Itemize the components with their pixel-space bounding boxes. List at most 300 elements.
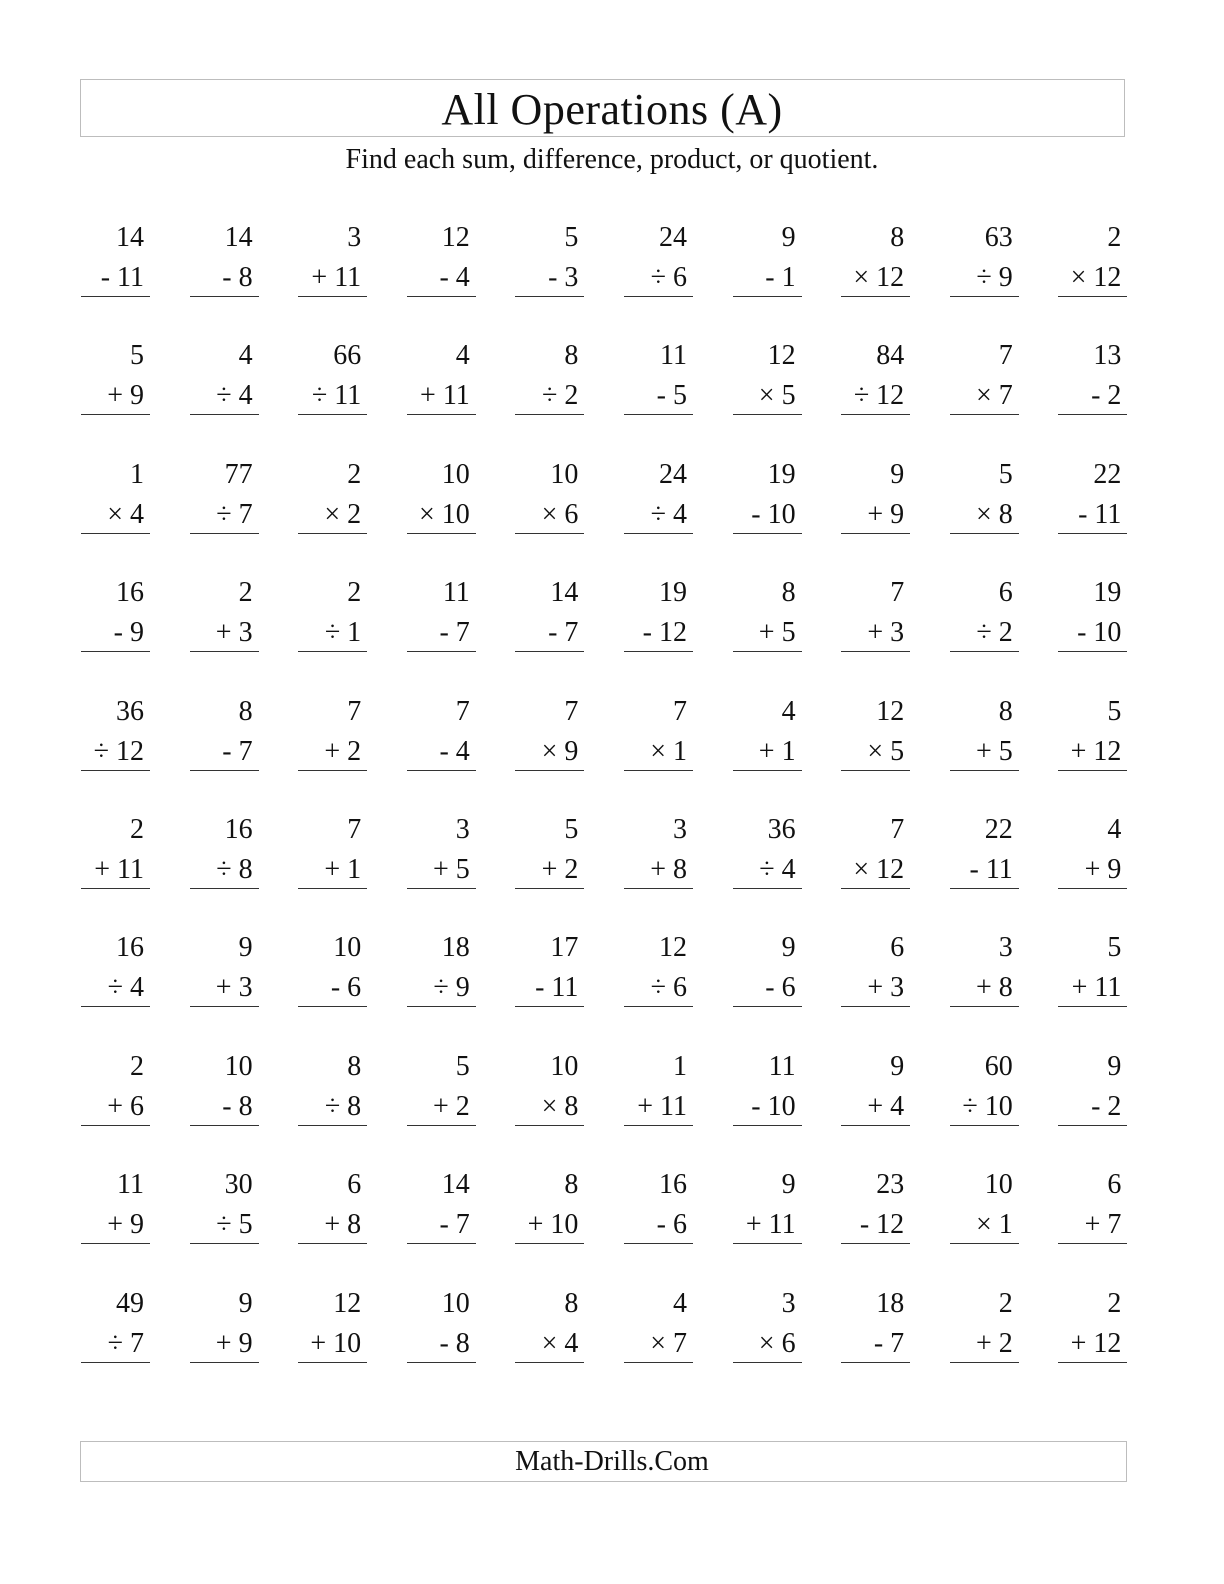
problem-top-operand: 3 xyxy=(347,222,362,253)
problem-bottom-operand: - 6 xyxy=(330,972,362,1004)
problem-row xyxy=(81,336,1127,436)
problem-bottom-operand: + 11 xyxy=(311,262,362,293)
problem-bottom-operand: × 6 xyxy=(541,498,579,530)
answer-line xyxy=(733,888,802,889)
problem xyxy=(190,573,259,653)
problem-top-operand: 19 xyxy=(767,458,796,490)
answer-line xyxy=(950,651,1019,652)
problem-top-operand: 22 xyxy=(1093,458,1122,490)
problem-top-operand: 18 xyxy=(876,1287,905,1319)
problem-top-operand: 8 xyxy=(890,222,905,253)
problem-bottom-operand: + 5 xyxy=(758,617,796,649)
problem-top-operand: 60 xyxy=(984,1050,1013,1082)
problem-bottom-operand: ÷ 10 xyxy=(962,1090,1013,1122)
problem-bottom-operand: - 4 xyxy=(439,262,470,293)
problem xyxy=(407,573,476,653)
answer-line xyxy=(950,533,1019,534)
problem-row xyxy=(81,1284,1127,1384)
problem xyxy=(298,336,367,416)
answer-line xyxy=(407,888,476,889)
answer-line xyxy=(190,1125,259,1126)
problem-top-operand: 10 xyxy=(550,458,579,490)
problem xyxy=(1058,218,1127,298)
problem-top-operand: 5 xyxy=(564,814,579,845)
problem xyxy=(1058,455,1127,535)
problem-top-operand: 24 xyxy=(659,458,687,490)
problem-top-operand: 5 xyxy=(130,340,144,372)
problem xyxy=(81,810,150,890)
problem-top-operand: 5 xyxy=(998,458,1013,490)
problem-top-operand: 12 xyxy=(767,340,796,372)
answer-line xyxy=(81,296,150,297)
problem-bottom-operand: - 7 xyxy=(439,617,470,649)
answer-line xyxy=(81,533,150,534)
problem-bottom-operand: + 2 xyxy=(541,854,579,885)
problem-top-operand: 7 xyxy=(347,814,362,845)
problem-top-operand: 7 xyxy=(673,695,687,727)
problem-bottom-operand: - 2 xyxy=(1091,1090,1122,1122)
answer-line xyxy=(298,1006,367,1007)
problem xyxy=(950,692,1019,772)
problem-bottom-operand: × 8 xyxy=(976,498,1013,530)
problem-top-operand: 4 xyxy=(781,695,796,727)
problem xyxy=(733,336,802,416)
answer-line xyxy=(298,888,367,889)
problem xyxy=(841,336,910,416)
problem-top-operand: 10 xyxy=(333,932,362,964)
problem-top-operand: 6 xyxy=(1107,1169,1122,1201)
problem-bottom-operand: + 10 xyxy=(527,1209,579,1241)
problem-bottom-operand: × 10 xyxy=(419,498,470,530)
problem-top-operand: 2 xyxy=(347,577,362,609)
problem-row xyxy=(81,928,1127,1028)
problem-bottom-operand: - 11 xyxy=(969,854,1013,885)
answer-line xyxy=(624,1362,693,1363)
problem xyxy=(515,810,584,890)
answer-line xyxy=(407,1006,476,1007)
problem-bottom-operand: + 3 xyxy=(867,617,905,649)
answer-line xyxy=(733,770,802,771)
problem-top-operand: 7 xyxy=(564,695,579,727)
problem-bottom-operand: + 8 xyxy=(650,854,687,885)
problem-bottom-operand: × 4 xyxy=(107,498,144,530)
problem-bottom-operand: - 11 xyxy=(1078,498,1122,530)
answer-line xyxy=(841,414,910,415)
problem xyxy=(950,336,1019,416)
problem xyxy=(298,218,367,298)
problem-bottom-operand: × 1 xyxy=(976,1209,1013,1241)
problem-top-operand: 12 xyxy=(659,932,687,964)
problem xyxy=(81,1165,150,1245)
problem-top-operand: 2 xyxy=(347,458,362,490)
problem-top-operand: 10 xyxy=(550,1050,579,1082)
answer-line xyxy=(515,888,584,889)
problem-bottom-operand: - 1 xyxy=(765,262,796,293)
problem xyxy=(624,692,693,772)
answer-line xyxy=(624,1006,693,1007)
problem-top-operand: 2 xyxy=(238,577,253,609)
problem-bottom-operand: × 4 xyxy=(541,1327,579,1359)
problem xyxy=(841,692,910,772)
answer-line xyxy=(950,1243,1019,1244)
problem-bottom-operand: - 9 xyxy=(113,617,144,649)
problem-bottom-operand: + 3 xyxy=(215,617,253,649)
problem xyxy=(81,218,150,298)
problem xyxy=(733,692,802,772)
problem-top-operand: 2 xyxy=(1107,1287,1122,1319)
problem-bottom-operand: × 12 xyxy=(853,262,905,293)
problem xyxy=(407,1284,476,1364)
problem-bottom-operand: - 11 xyxy=(535,972,579,1004)
answer-line xyxy=(515,296,584,297)
problem xyxy=(1058,692,1127,772)
problem-top-operand: 9 xyxy=(781,1169,796,1201)
problem xyxy=(733,1047,802,1127)
problem-bottom-operand: + 10 xyxy=(310,1327,362,1359)
problem xyxy=(515,1047,584,1127)
problem-top-operand: 8 xyxy=(998,695,1013,727)
answer-line xyxy=(841,1125,910,1126)
problem-row xyxy=(81,1165,1127,1265)
problem-top-operand: 8 xyxy=(781,577,796,609)
problem xyxy=(841,573,910,653)
problem xyxy=(298,1047,367,1127)
problem xyxy=(1058,810,1127,890)
problem-top-operand: 12 xyxy=(333,1287,362,1319)
problem xyxy=(950,1165,1019,1245)
answer-line xyxy=(733,533,802,534)
answer-line xyxy=(950,1006,1019,1007)
problem-top-operand: 7 xyxy=(890,577,905,609)
answer-line xyxy=(733,651,802,652)
problem xyxy=(950,1047,1019,1127)
answer-line xyxy=(190,414,259,415)
answer-line xyxy=(190,1006,259,1007)
problem-top-operand: 9 xyxy=(890,1050,905,1082)
problem-bottom-operand: × 5 xyxy=(867,735,905,767)
problem-top-operand: 10 xyxy=(984,1169,1013,1201)
problem xyxy=(190,336,259,416)
problem-bottom-operand: + 6 xyxy=(107,1090,144,1122)
answer-line xyxy=(624,770,693,771)
problem-top-operand: 10 xyxy=(441,1287,470,1319)
answer-line xyxy=(298,414,367,415)
answer-line xyxy=(624,533,693,534)
answer-line xyxy=(950,1125,1019,1126)
problem-top-operand: 5 xyxy=(564,222,579,253)
problem xyxy=(624,1047,693,1127)
problem-bottom-operand: + 2 xyxy=(433,1090,470,1122)
problem xyxy=(624,928,693,1008)
problem xyxy=(190,455,259,535)
problem-bottom-operand: + 11 xyxy=(420,380,470,412)
problem-top-operand: 30 xyxy=(224,1169,253,1201)
problem-top-operand: 9 xyxy=(781,222,796,253)
answer-line xyxy=(950,414,1019,415)
problem xyxy=(624,573,693,653)
problem xyxy=(81,1284,150,1364)
problem-top-operand: 4 xyxy=(455,340,470,372)
problem-top-operand: 9 xyxy=(1107,1050,1122,1082)
answer-line xyxy=(733,1006,802,1007)
problem-top-operand: 7 xyxy=(347,695,362,727)
problem-bottom-operand: ÷ 5 xyxy=(216,1209,253,1241)
problem-bottom-operand: + 8 xyxy=(324,1209,362,1241)
problem-top-operand: 36 xyxy=(767,814,796,845)
answer-line xyxy=(733,414,802,415)
answer-line xyxy=(733,1362,802,1363)
problem-top-operand: 11 xyxy=(660,340,687,372)
problem-top-operand: 4 xyxy=(238,340,253,372)
problem xyxy=(190,1284,259,1364)
problem xyxy=(298,573,367,653)
problem xyxy=(841,1165,910,1245)
problem-top-operand: 16 xyxy=(116,577,144,609)
problem-bottom-operand: × 12 xyxy=(853,854,905,885)
problem xyxy=(733,810,802,890)
problem-bottom-operand: ÷ 4 xyxy=(107,972,144,1004)
problem-top-operand: 11 xyxy=(768,1050,796,1082)
problem-top-operand: 49 xyxy=(116,1287,144,1319)
problem xyxy=(733,573,802,653)
answer-line xyxy=(624,651,693,652)
problem-top-operand: 14 xyxy=(441,1169,470,1201)
answer-line xyxy=(1058,1362,1127,1363)
problem xyxy=(81,928,150,1008)
answer-line xyxy=(841,296,910,297)
problem-bottom-operand: - 3 xyxy=(548,262,579,293)
answer-line xyxy=(1058,533,1127,534)
problem-top-operand: 11 xyxy=(117,1169,144,1201)
problem-bottom-operand: - 5 xyxy=(656,380,687,412)
answer-line xyxy=(81,651,150,652)
problem-bottom-operand: - 8 xyxy=(439,1327,470,1359)
problem-top-operand: 7 xyxy=(998,340,1013,372)
problem xyxy=(81,573,150,653)
problem xyxy=(298,692,367,772)
problem-top-operand: 19 xyxy=(659,577,687,609)
answer-line xyxy=(950,888,1019,889)
problem-bottom-operand: - 7 xyxy=(439,1209,470,1241)
problem-bottom-operand: + 9 xyxy=(867,498,905,530)
answer-line xyxy=(190,770,259,771)
problem xyxy=(841,928,910,1008)
problem xyxy=(1058,928,1127,1008)
problem-bottom-operand: - 6 xyxy=(656,1209,687,1241)
problem-bottom-operand: + 8 xyxy=(976,972,1013,1004)
problem-bottom-operand: + 9 xyxy=(107,1209,144,1241)
problem-top-operand: 36 xyxy=(116,695,144,727)
problem xyxy=(950,218,1019,298)
problem-top-operand: 13 xyxy=(1093,340,1122,372)
problem-bottom-operand: - 10 xyxy=(751,1090,796,1122)
problem-bottom-operand: + 11 xyxy=(745,1209,796,1241)
answer-line xyxy=(624,414,693,415)
problem-row xyxy=(81,218,1127,318)
answer-line xyxy=(841,1243,910,1244)
problem-top-operand: 7 xyxy=(890,814,905,845)
problem-top-operand: 16 xyxy=(116,932,144,964)
answer-line xyxy=(407,1362,476,1363)
problem-top-operand: 23 xyxy=(876,1169,905,1201)
problem-bottom-operand: ÷ 4 xyxy=(216,380,253,412)
problem-bottom-operand: + 3 xyxy=(867,972,905,1004)
problem-top-operand: 84 xyxy=(876,340,905,372)
answer-line xyxy=(1058,414,1127,415)
problem-bottom-operand: × 7 xyxy=(976,380,1013,412)
problem-top-operand: 9 xyxy=(238,932,253,964)
problem-bottom-operand: ÷ 12 xyxy=(93,735,144,767)
problem xyxy=(407,455,476,535)
problem xyxy=(407,810,476,890)
problem xyxy=(733,928,802,1008)
problem-top-operand: 10 xyxy=(441,458,470,490)
problem-row xyxy=(81,455,1127,555)
answer-line xyxy=(841,651,910,652)
problem xyxy=(81,336,150,416)
problem xyxy=(1058,1047,1127,1127)
answer-line xyxy=(624,888,693,889)
problem-bottom-operand: ÷ 6 xyxy=(650,262,687,293)
problem-bottom-operand: - 4 xyxy=(439,735,470,767)
problem-bottom-operand: + 11 xyxy=(94,854,144,885)
answer-line xyxy=(81,770,150,771)
problem-bottom-operand: + 5 xyxy=(433,854,470,885)
answer-line xyxy=(1058,770,1127,771)
problem-top-operand: 8 xyxy=(347,1050,362,1082)
answer-line xyxy=(190,1243,259,1244)
problem-bottom-operand: ÷ 2 xyxy=(542,380,579,412)
problem-top-operand: 2 xyxy=(1107,222,1122,253)
problem-top-operand: 16 xyxy=(224,814,253,845)
problem xyxy=(407,218,476,298)
answer-line xyxy=(950,770,1019,771)
problem xyxy=(841,1284,910,1364)
problem-bottom-operand: ÷ 12 xyxy=(853,380,905,412)
problem-top-operand: 2 xyxy=(130,1050,144,1082)
problem-bottom-operand: + 2 xyxy=(976,1327,1013,1359)
problem-top-operand: 9 xyxy=(781,932,796,964)
problem xyxy=(407,1165,476,1245)
answer-line xyxy=(515,1362,584,1363)
answer-line xyxy=(81,888,150,889)
answer-line xyxy=(298,1362,367,1363)
problem xyxy=(298,810,367,890)
problem-bottom-operand: × 12 xyxy=(1070,262,1122,293)
problem-bottom-operand: ÷ 6 xyxy=(650,972,687,1004)
problem-top-operand: 10 xyxy=(224,1050,253,1082)
problem-bottom-operand: - 12 xyxy=(859,1209,905,1241)
problem xyxy=(1058,573,1127,653)
problem-bottom-operand: - 12 xyxy=(642,617,687,649)
problem-bottom-operand: × 8 xyxy=(541,1090,579,1122)
problem-top-operand: 9 xyxy=(238,1287,253,1319)
problem-top-operand: 5 xyxy=(1107,695,1122,727)
problem-top-operand: 4 xyxy=(673,1287,687,1319)
problem xyxy=(624,455,693,535)
problem-bottom-operand: + 12 xyxy=(1070,1327,1122,1359)
answer-line xyxy=(733,1125,802,1126)
instructions: Find each sum, difference, product, or quotient. xyxy=(345,144,879,175)
problem-top-operand: 7 xyxy=(455,695,470,727)
problem xyxy=(515,336,584,416)
problem xyxy=(624,1284,693,1364)
answer-line xyxy=(841,888,910,889)
problem-bottom-operand: × 1 xyxy=(650,735,687,767)
problem xyxy=(298,455,367,535)
answer-line xyxy=(1058,296,1127,297)
problem-bottom-operand: + 9 xyxy=(215,1327,253,1359)
answer-line xyxy=(190,888,259,889)
problem-bottom-operand: ÷ 7 xyxy=(216,498,253,530)
answer-line xyxy=(407,414,476,415)
problem-row xyxy=(81,810,1127,910)
problem-bottom-operand: × 5 xyxy=(758,380,796,412)
answer-line xyxy=(81,1243,150,1244)
problem-top-operand: 8 xyxy=(564,340,579,372)
answer-line xyxy=(624,1125,693,1126)
answer-line xyxy=(1058,888,1127,889)
problem-bottom-operand: - 7 xyxy=(222,735,253,767)
answer-line xyxy=(1058,1125,1127,1126)
problem-bottom-operand: ÷ 8 xyxy=(324,1090,362,1122)
problem xyxy=(515,573,584,653)
problem xyxy=(733,1284,802,1364)
answer-line xyxy=(841,1006,910,1007)
problem xyxy=(515,692,584,772)
problem-bottom-operand: ÷ 2 xyxy=(976,617,1013,649)
problem-top-operand: 24 xyxy=(659,222,687,253)
problem-top-operand: 8 xyxy=(238,695,253,727)
answer-line xyxy=(298,770,367,771)
problem xyxy=(298,928,367,1008)
answer-line xyxy=(298,651,367,652)
problem-bottom-operand: × 7 xyxy=(650,1327,687,1359)
problem-top-operand: 22 xyxy=(984,814,1013,845)
problem xyxy=(950,573,1019,653)
problem-top-operand: 5 xyxy=(455,1050,470,1082)
problem-bottom-operand: + 7 xyxy=(1084,1209,1122,1241)
answer-line xyxy=(515,651,584,652)
problem-top-operand: 14 xyxy=(550,577,579,609)
problem xyxy=(190,692,259,772)
answer-line xyxy=(733,1243,802,1244)
problem-top-operand: 1 xyxy=(673,1050,687,1082)
problem-bottom-operand: - 6 xyxy=(765,972,796,1004)
problem-top-operand: 3 xyxy=(455,814,470,845)
problem-row xyxy=(81,692,1127,792)
problem-top-operand: 18 xyxy=(441,932,470,964)
problem-bottom-operand: - 8 xyxy=(222,1090,253,1122)
problem-row xyxy=(81,573,1127,673)
answer-line xyxy=(407,1125,476,1126)
problem xyxy=(733,1165,802,1245)
problem-top-operand: 19 xyxy=(1093,577,1122,609)
problem-bottom-operand: + 11 xyxy=(637,1090,687,1122)
problem-top-operand: 12 xyxy=(441,222,470,253)
problem-top-operand: 66 xyxy=(333,340,362,372)
problem xyxy=(298,1165,367,1245)
problem-bottom-operand: ÷ 1 xyxy=(324,617,362,649)
answer-line xyxy=(841,770,910,771)
problem xyxy=(190,1165,259,1245)
problem-bottom-operand: - 11 xyxy=(100,262,144,293)
problem-bottom-operand: + 3 xyxy=(215,972,253,1004)
problem-row xyxy=(81,1047,1127,1147)
problem xyxy=(624,810,693,890)
problem xyxy=(407,1047,476,1127)
answer-line xyxy=(515,1243,584,1244)
